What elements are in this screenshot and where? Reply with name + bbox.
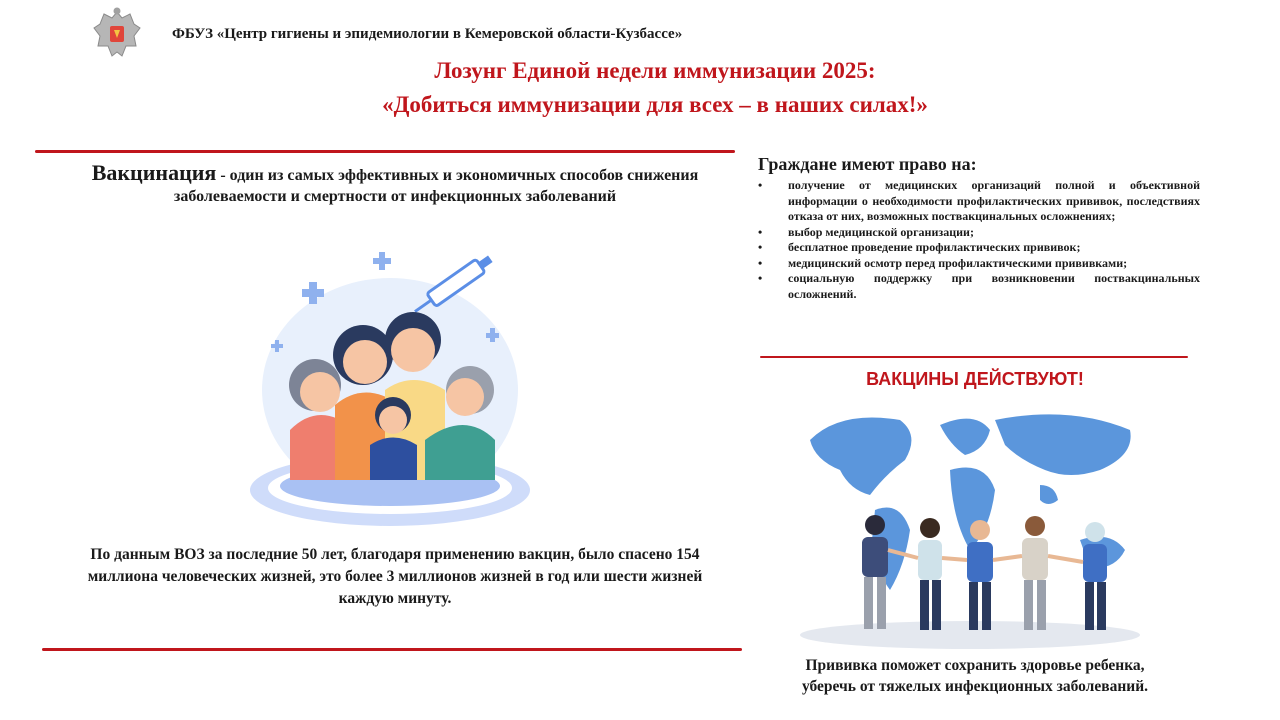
rights-list-item — [758, 178, 1200, 225]
rights-title: Граждане имеют право на: — [758, 154, 977, 174]
who-statistics: По данным ВОЗ за последние 50 лет, благодаря применению вакцин, было спасено 154 миллиона человеческих жизней, это более 3 миллионов жизней в год или шести жизней каждую минуту. — [87, 546, 703, 607]
rights-item-text: получение от медицинских организаций полной и объективной информации о необходимости профилактических прививок, последствиях отказа от них, возможных поствакцинальных осложнениях; — [788, 178, 1200, 223]
family-vaccination-illustration — [245, 240, 535, 530]
bullet-icon: • — [758, 178, 763, 192]
closing-line-2: уберечь от тяжелых инфекционных заболеваний. — [801, 678, 1149, 695]
divider-left-bottom — [42, 648, 742, 651]
vaccination-text: - один из самых эффективных и экономичных способов снижения заболеваемости и смертности от инфекционных заболеваний — [173, 167, 699, 205]
bullet-icon: • — [758, 224, 763, 239]
divider-right — [760, 356, 1188, 358]
coat-of-arms-icon — [92, 6, 142, 60]
closing-message — [745, 655, 1205, 697]
closing-line-1: Прививка поможет сохранить здоровье ребенка, — [805, 657, 1145, 674]
slogan-text: «Добиться иммунизации для всех – в наших силах!» — [382, 92, 928, 117]
vaccines-work-heading: ВАКЦИНЫ ДЕЙСТВУЮТ! — [866, 369, 1084, 389]
rights-list-item — [758, 225, 1200, 241]
organization-name: ФБУЗ «Центр гигиены и эпидемиологии в Кемеровской области-Кузбассе» — [172, 26, 683, 42]
bullet-icon: • — [758, 271, 763, 285]
vaccination-definition — [60, 162, 730, 207]
rights-list-item — [758, 271, 1200, 302]
bullet-icon: • — [758, 240, 763, 254]
vaccination-word: Вакцинация — [91, 160, 217, 185]
divider-left-top — [35, 150, 735, 153]
world-map-people-illustration — [790, 400, 1150, 655]
rights-item-text: социальную поддержку при возникновении поствакцинальных осложнений. — [788, 271, 1200, 301]
rights-item-text: медицинский осмотр перед профилактическими прививками; — [788, 255, 1128, 270]
rights-item-text: бесплатное проведение профилактических прививок; — [788, 240, 1081, 254]
rights-list-item — [758, 256, 1200, 272]
rights-list — [758, 178, 1200, 302]
bullet-icon: • — [758, 255, 763, 270]
slogan-title: Лозунг Единой недели иммунизации 2025: — [434, 58, 876, 83]
rights-list-item — [758, 240, 1200, 256]
rights-item-text: выбор медицинской организации; — [788, 224, 974, 239]
